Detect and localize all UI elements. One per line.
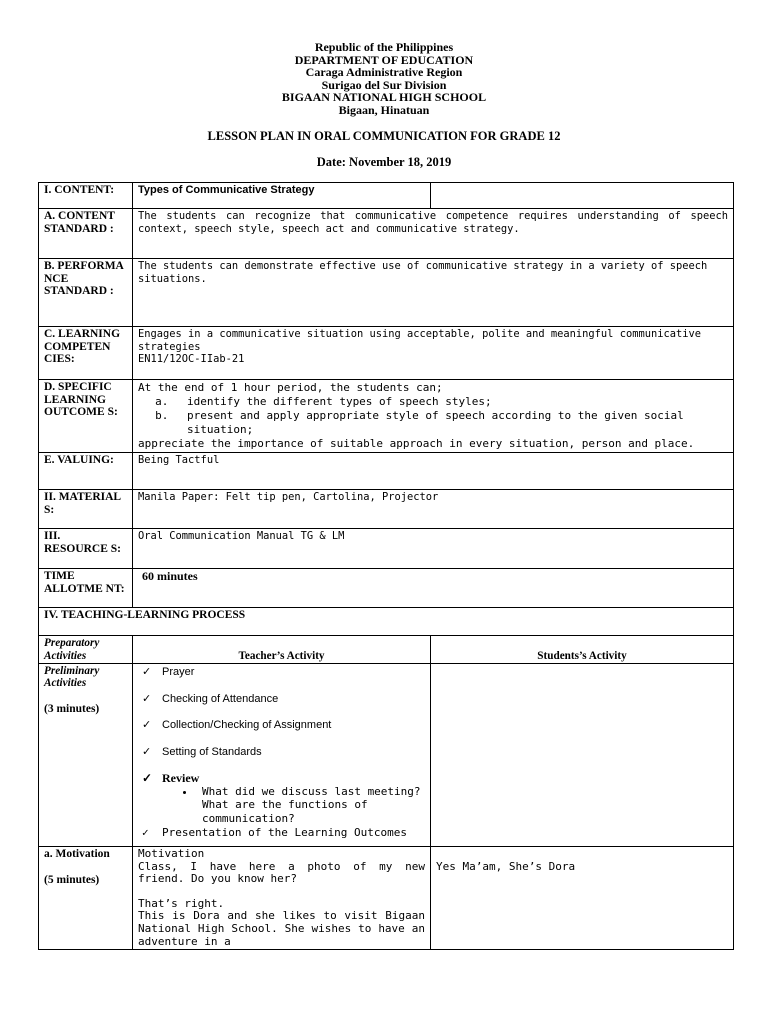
motivation-text-3: This is Dora and she likes to visit Bigaan National High School. She wishes to have an adventure in a bbox=[138, 909, 425, 948]
lesson-date: Date: November 18, 2019 bbox=[316, 155, 452, 169]
preliminary-teacher-cell bbox=[133, 664, 431, 847]
document-header bbox=[0, 41, 768, 117]
competency-code: EN11/12OC-IIab-21 bbox=[138, 353, 245, 365]
time-allotment-label: TIME ALLOTME NT: bbox=[39, 569, 133, 608]
motivation-time: (5 minutes) bbox=[44, 873, 100, 886]
outcomes-last: appreciate the importance of suitable approach in every situation, person and place. bbox=[138, 437, 695, 450]
lesson-plan-title: LESSON PLAN IN ORAL COMMUNICATION FOR GRADE 12 bbox=[207, 129, 561, 143]
teacher-activity-header: Teacher’s Activity bbox=[133, 636, 431, 664]
row-performance-standard bbox=[39, 259, 734, 327]
motivation-teacher-cell bbox=[133, 847, 431, 950]
check-attendance: ✓ Checking of Attendance bbox=[142, 692, 279, 705]
content-value: Types of Communicative Strategy bbox=[133, 183, 431, 209]
students-activity-header: Students’s Activity bbox=[431, 636, 734, 664]
motivation-label-cell bbox=[39, 847, 133, 950]
motivation-text-2: That’s right. bbox=[138, 896, 225, 910]
preliminary-label-cell bbox=[39, 664, 133, 847]
content-empty-cell bbox=[431, 183, 734, 209]
row-valuing bbox=[39, 453, 734, 490]
row-time-allotment bbox=[39, 569, 734, 608]
row-process-heading bbox=[39, 608, 734, 636]
row-motivation bbox=[39, 847, 734, 950]
valuing-value: Being Tactful bbox=[133, 453, 734, 490]
header-division: Surigao del Sur Division bbox=[321, 77, 447, 92]
resources-label: III. RESOURCE S: bbox=[39, 529, 133, 569]
learning-competencies-label: C. LEARNING COMPETEN CIES: bbox=[39, 327, 133, 380]
preliminary-activities-label: Preliminary Activities bbox=[44, 665, 100, 690]
time-allotment-value: 60 minutes bbox=[133, 569, 734, 608]
performance-standard-label: B. PERFORMA NCE STANDARD : bbox=[39, 259, 133, 327]
preliminary-students-cell bbox=[431, 664, 734, 847]
header-region: Caraga Administrative Region bbox=[305, 65, 463, 80]
preparatory-activities-label: Preparatory Activities bbox=[39, 636, 133, 664]
motivation-title: Motivation bbox=[138, 847, 205, 860]
outcome-item-a: a. identify the different types of speech styles; bbox=[175, 395, 728, 409]
row-content-standard bbox=[39, 209, 734, 259]
motivation-label: a. Motivation bbox=[44, 848, 110, 860]
review-question: • What did we discuss last meeting? What are the functions of communication? bbox=[196, 785, 425, 826]
row-content bbox=[39, 183, 734, 209]
header-school: BIGAAN NATIONAL HIGH SCHOOL bbox=[281, 90, 487, 105]
motivation-students-cell: Yes Ma’am, She’s Dora bbox=[431, 847, 734, 950]
content-standard-value: The students can recognize that communicative competence requires understanding of speech context, speech style, speech act and communicative strategy. bbox=[133, 209, 734, 259]
specific-outcomes-value bbox=[133, 380, 734, 453]
header-location: Bigaan, Hinatuan bbox=[338, 102, 430, 117]
learning-competencies-value bbox=[133, 327, 734, 380]
specific-outcomes-label: D. SPECIFIC LEARNING OUTCOME S: bbox=[39, 380, 133, 453]
competency-text: Engages in a communicative situation using acceptable, polite and meaningful communicative strategies bbox=[138, 328, 702, 353]
check-prayer: ✓ Prayer bbox=[142, 666, 195, 678]
review-bullets bbox=[138, 785, 425, 826]
row-specific-outcomes bbox=[39, 380, 734, 453]
materials-label: II. MATERIAL S: bbox=[39, 490, 133, 529]
content-label: I. CONTENT: bbox=[39, 183, 133, 209]
process-heading: IV. TEACHING-LEARNING PROCESS bbox=[39, 608, 734, 636]
outcomes-intro: At the end of 1 hour period, the students can; bbox=[138, 381, 443, 394]
check-assignment: ✓ Collection/Checking of Assignment bbox=[142, 719, 332, 731]
checkmark-icon: ✓ bbox=[142, 745, 152, 758]
row-learning-competencies bbox=[39, 327, 734, 380]
checkmark-icon: ✓ bbox=[142, 771, 153, 785]
row-materials bbox=[39, 490, 734, 529]
outcome-item-b: b. present and apply appropriate style of speech according to the given social situation; bbox=[175, 409, 728, 437]
checkmark-icon: ✓ bbox=[142, 719, 152, 731]
lesson-plan-table bbox=[38, 182, 734, 950]
check-standards: ✓ Setting of Standards bbox=[142, 745, 262, 758]
header-republic: Republic of the Philippines bbox=[314, 40, 454, 54]
header-department: DEPARTMENT OF EDUCATION bbox=[294, 52, 474, 67]
outcomes-list bbox=[138, 395, 728, 437]
checkmark-icon: ✓ bbox=[142, 826, 149, 839]
valuing-label: E. VALUING: bbox=[39, 453, 133, 490]
checkmark-icon: ✓ bbox=[142, 666, 152, 678]
row-activity-headers bbox=[39, 636, 734, 664]
resources-value: Oral Communication Manual TG & LM bbox=[133, 529, 734, 569]
materials-value: Manila Paper: Felt tip pen, Cartolina, Projector bbox=[133, 490, 734, 529]
checkmark-icon: ✓ bbox=[142, 692, 152, 705]
preliminary-time: (3 minutes) bbox=[44, 703, 100, 716]
performance-standard-value: The students can demonstrate effective use of communicative strategy in a variety of speech situations. bbox=[133, 259, 734, 327]
motivation-text-1: Class, I have here a photo of my new friend. Do you know her? bbox=[138, 859, 425, 886]
row-resources bbox=[39, 529, 734, 569]
content-standard-label: A. CONTENT STANDARD : bbox=[39, 209, 133, 259]
review-item: ✓ Review bbox=[142, 771, 200, 785]
row-preliminary bbox=[39, 664, 734, 847]
check-outcomes: ✓ Presentation of the Learning Outcomes bbox=[142, 826, 408, 839]
